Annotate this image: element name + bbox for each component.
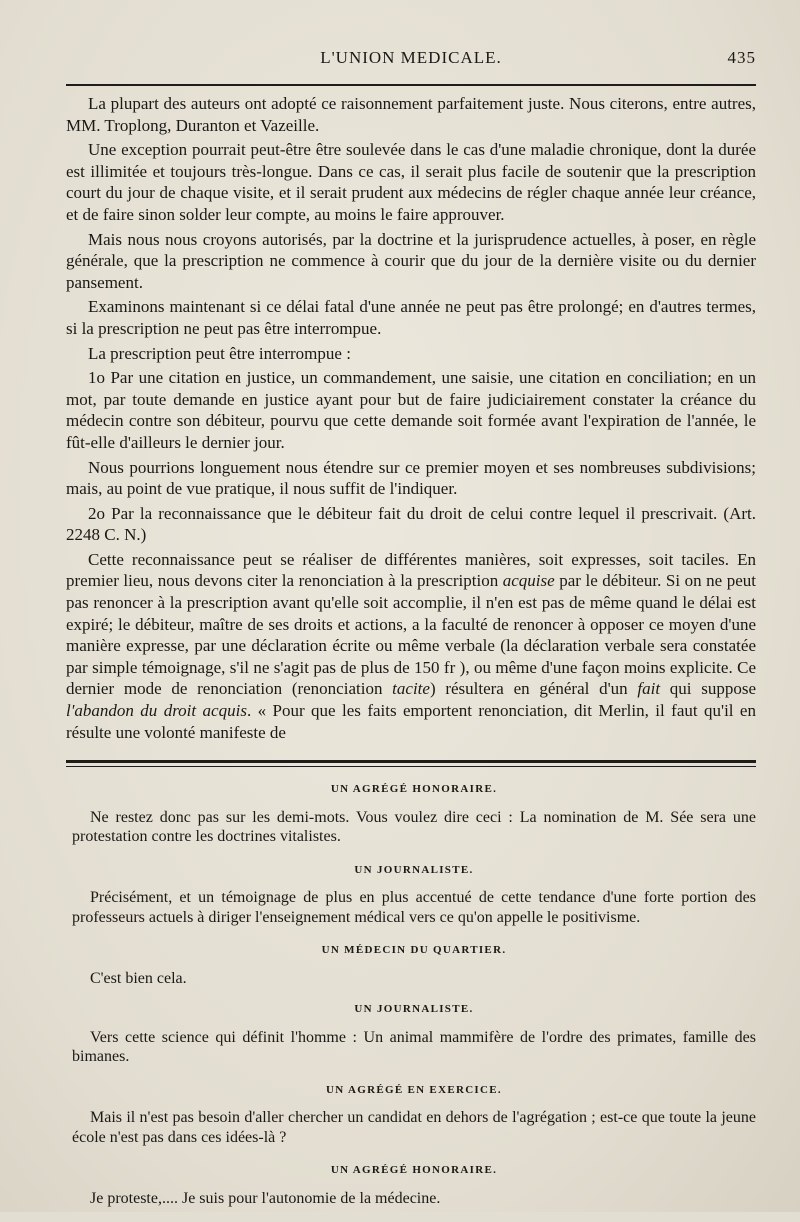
speaker-label: UN AGRÉGÉ HONORAIRE. — [330, 783, 498, 795]
paragraph: La prescription peut être interrompue : — [88, 343, 351, 363]
speaker-label: UN MÉDECIN DU QUARTIER. — [321, 944, 507, 956]
emphasis: fait — [637, 679, 661, 699]
paragraph: 1o Par une citation en justice, un commandement, une saisie, une citation en conciliation; en un mot, par toute demande en justice ayant pour but de faire judiciairement constater la créance du médecin contre son débiteur, pourvu que cette demande soit formée avant l'expiration de l'année, le fût-elle d'ailleurs le dernier jour. — [66, 368, 756, 452]
page-number: 435 — [727, 48, 756, 67]
speaker-label: UN AGRÉGÉ EN EXERCICE. — [326, 1083, 502, 1096]
paragraph: 2o Par la reconnaissance que le débiteur fait du droit de celui contre lequel il prescrivait. (Art. 2248 C. N.) — [66, 503, 756, 545]
dialog-line: Mais il n'est pas besoin d'aller chercher un candidat en dehors de l'agrégation ; est-ce que toute la jeune école n'est pas dans ces idées-là ? — [72, 1109, 756, 1146]
text-run: par le débiteur. Si on ne peut pas renoncer à la prescription avant qu'elle soit accomplie, il n'en est pas de même quand le délai est expiré; le débiteur, maître de ses droits et actions, a la faculté de renoncer à opposer ce moyen d'une manière expresse, par une déclaration écrite ou même verbale (la déclaration verbale sera constatée par simple témoignage, s'il ne s'agit pas de plus de 150 fr ), ou même d'une façon moins explicite. Ce dernier mode de renonciation (renonciation — [66, 571, 756, 699]
feuilleton-dialog — [72, 780, 756, 1222]
journal-title: L'UNION MEDICALE. — [320, 48, 502, 67]
speaker-label: UN JOURNALISTE. — [354, 863, 474, 876]
paragraph: La plupart des auteurs ont adopté ce raisonnement parfaitement juste. Nous citerons, entre autres, MM. Troplong, Duranton et Vazeille. — [66, 94, 756, 135]
text-run: ) résultera en général d'un — [429, 679, 638, 699]
paragraph: Mais nous nous croyons autorisés, par la doctrine et la jurisprudence actuelles, à poser, en règle générale, que la prescription ne commence à courir que du jour de la dernière visite ou du dernier pansement. — [66, 229, 756, 292]
paragraph: Examinons maintenant si ce délai fatal d'une année ne peut pas être prolongé; en d'autres termes, si la prescription ne peut pas être interrompue. — [66, 297, 756, 338]
text-run: qui suppose — [660, 679, 756, 699]
dialog-line: C'est bien cela. — [90, 969, 187, 987]
emphasis: acquise — [502, 571, 555, 591]
running-header — [66, 48, 756, 74]
text-run: . « Pour que les faits emportent renonciation, dit Merlin, il faut qu'il en résulte une volonté manifeste de — [66, 701, 756, 742]
dialog-line: Ne restez donc pas sur les demi-mots. Vous voulez dire ceci : La nomination de M. Sée sera une protestation contre les doctrines vitalistes. — [72, 808, 756, 845]
emphasis: tacite — [392, 679, 430, 699]
paragraph: Une exception pourrait peut-être être soulevée dans le cas d'une maladie chronique, dont la durée est illimitée et toujours très-longue. Dans ce cas, il serait plus facile de soutenir que la prescription court du jour de chaque visite, et il serait prudent aux médecins de régler chaque année leur créance, et de faire sinon solder leur compte, au moins le faire approuver. — [66, 140, 756, 224]
article-body — [66, 93, 756, 746]
paragraph — [66, 549, 756, 743]
text-run: Cette reconnaissance peut se réaliser de différentes manières, soit expresses, soit taciles. En premier lieu, nous devons citer la renonciation à la prescription — [66, 549, 756, 591]
dialog-line: Je proteste,.... Je suis pour l'autonomie de la médecine. — [90, 1189, 441, 1207]
emphasis: l'abandon du droit acquis — [66, 701, 247, 721]
section-separator — [66, 760, 756, 763]
dialog-line: Précisément, et un témoignage de plus en plus accentué de cette tendance d'une forte portion des professeurs actuels à diriger l'enseignement médical vers ce qu'on appelle le positivisme. — [72, 889, 756, 926]
speaker-label: UN AGRÉGÉ HONORAIRE. — [330, 1164, 498, 1176]
paragraph: Nous pourrions longuement nous étendre sur ce premier moyen et ses nombreuses subdivisions; mais, au point de vue pratique, il nous suffit de l'indiquer. — [66, 457, 756, 499]
section-separator-thin — [66, 766, 756, 767]
header-rule — [66, 84, 756, 86]
dialog-line: Vers cette science qui définit l'homme : Un animal mammifère de l'ordre des primates, famille des bimanes. — [72, 1028, 756, 1065]
speaker-label: UN JOURNALISTE. — [354, 1003, 474, 1015]
